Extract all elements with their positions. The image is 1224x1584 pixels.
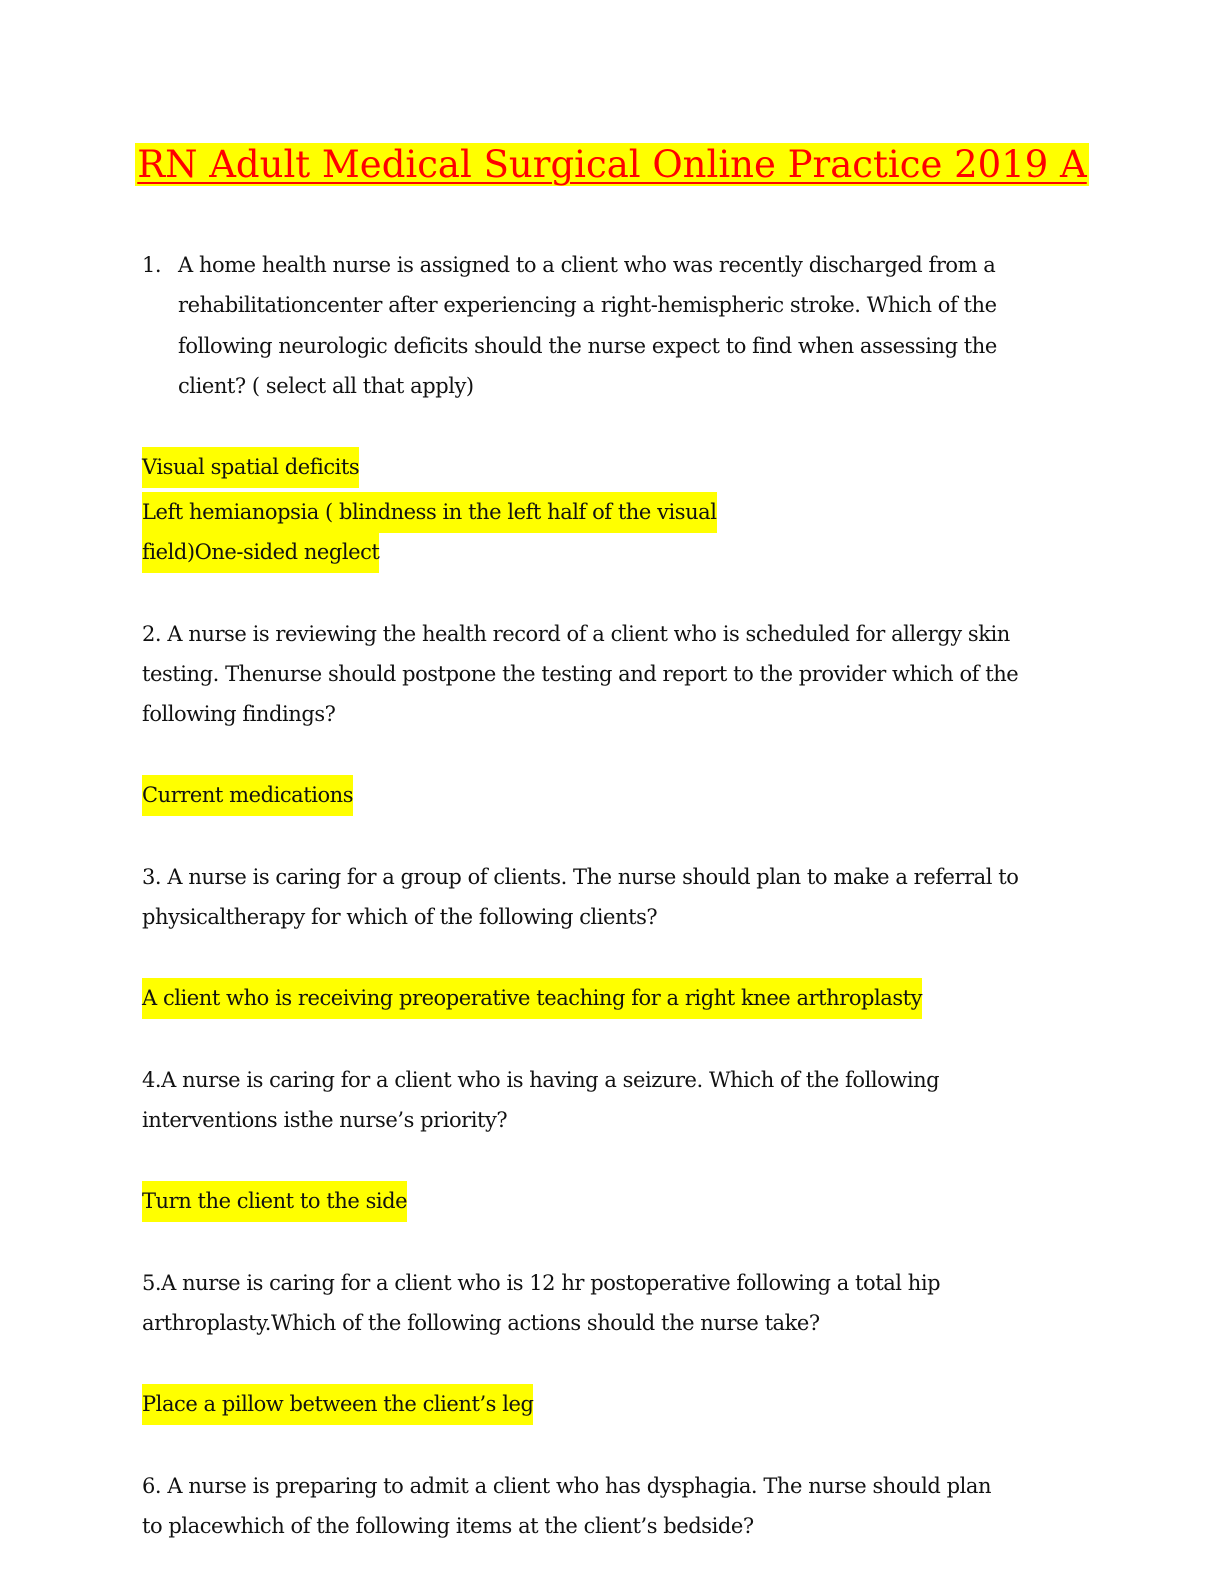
question-1-line-2: rehabilitationcenter after experiencing a right-hemispheric stroke. Which of the: [178, 293, 997, 317]
question-2-line-1: [142, 614, 1010, 655]
question-6-number: 6.: [142, 1474, 162, 1498]
question-4-line-2: interventions isthe nurse’s priority?: [142, 1108, 508, 1132]
question-1-line-3: following neurologic deficits should the nurse expect to find when assessing the: [178, 334, 997, 358]
question-4-number: 4.: [142, 1068, 162, 1092]
question-2-line-3: following findings?: [142, 702, 336, 726]
question-2-line-1-text: A nurse is reviewing the health record of a client who is scheduled for allergy skin: [167, 622, 1010, 646]
document-title-text: RN Adult Medical Surgical Online Practice 2019 A: [137, 143, 1087, 186]
question-1-line-4: client? ( select all that apply): [178, 374, 474, 398]
question-1-number: 1.: [142, 253, 162, 277]
question-6-line-2: to placewhich of the following items at the client’s bedside?: [142, 1514, 754, 1538]
question-2-line-2: testing. Thenurse should postpone the testing and report to the provider which of the: [142, 662, 1019, 686]
question-5-line-1-text: A nurse is caring for a client who is 12 hr postoperative following a total hip: [161, 1271, 941, 1295]
question-3-number: 3.: [142, 865, 162, 889]
question-5-line-2: arthroplasty.Which of the following actions should the nurse take?: [142, 1311, 820, 1335]
question-4-answer-1: Turn the client to the side: [142, 1181, 407, 1222]
question-3-line-1: [142, 857, 1018, 898]
question-5-number: 5.: [142, 1271, 162, 1295]
question-1-line-1: A home health nurse is assigned to a client who was recently discharged from a: [178, 253, 996, 277]
question-6-line-1: [142, 1466, 991, 1507]
question-1-answer-1: Visual spatial deficits: [142, 447, 359, 488]
question-5-answer-1: Place a pillow between the client’s leg: [142, 1384, 533, 1425]
question-2-number: 2.: [142, 622, 162, 646]
question-4-line-1-text: A nurse is caring for a client who is having a seizure. Which of the following: [161, 1068, 940, 1092]
question-3-line-1-text: A nurse is caring for a group of clients. The nurse should plan to make a referral to: [167, 865, 1019, 889]
document-title: [0, 142, 1224, 188]
question-2-answer-1: Current medications: [142, 775, 353, 816]
question-5-line-1: [142, 1263, 940, 1304]
question-6-line-1-text: A nurse is preparing to admit a client who has dysphagia. The nurse should plan: [167, 1474, 992, 1498]
question-4-line-1: [142, 1060, 939, 1101]
question-1-answer-3: field)One-sided neglect: [142, 532, 379, 573]
question-3-line-2: physicaltherapy for which of the following clients?: [142, 905, 658, 929]
question-3-answer-1: A client who is receiving preoperative teaching for a right knee arthroplasty: [142, 978, 922, 1019]
question-1-answer-2: Left hemianopsia ( blindness in the left half of the visual: [142, 492, 717, 533]
